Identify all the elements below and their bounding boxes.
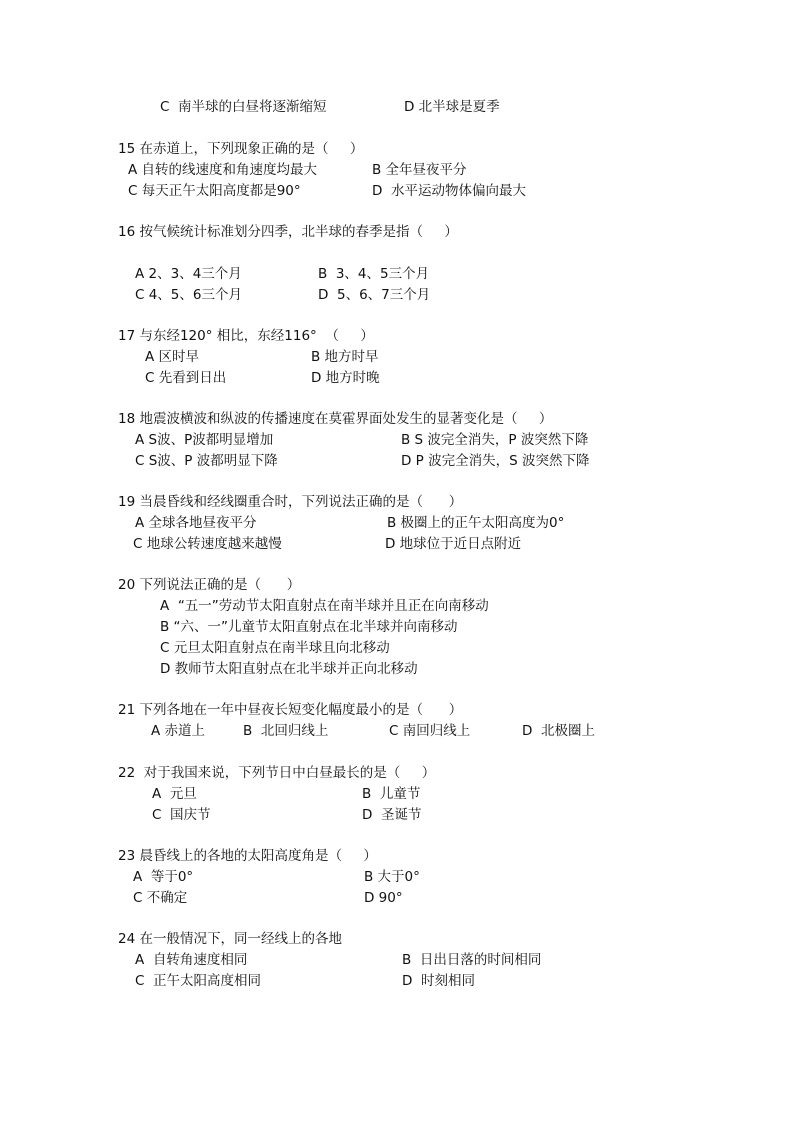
q15-option-b: B 全年昼夜平分 (372, 162, 467, 178)
q24-option-c: C 正午太阳高度相同 (135, 973, 262, 989)
q20-option-a: A “五一”劳动节太阳直射点在南半球并且正在向南移动 (160, 598, 489, 614)
q19-option-b: B 极圈上的正午太阳高度为0° (387, 515, 565, 531)
q24-option-a: A 自转角速度相同 (135, 952, 248, 968)
q20-stem: 20 下列说法正确的是（ ） (118, 577, 301, 593)
q17-stem: 17 与东经120° 相比，东经116° （ ） (118, 328, 374, 344)
q24-stem: 24 在一般情况下，同一经线上的各地 (118, 931, 342, 947)
q17-option-c: C 先看到日出 (145, 370, 227, 386)
q16-option-b: B 3、4、5三个月 (318, 266, 430, 282)
q17-option-d: D 地方时晚 (311, 370, 380, 386)
q17-option-b: B 地方时早 (311, 349, 379, 365)
q20-option-b: B “六、一”儿童节太阳直射点在北半球并向南移动 (160, 619, 458, 635)
q19-option-d: D 地球位于近日点附近 (385, 536, 522, 552)
q21-stem: 21 下列各地在一年中昼夜长短变化幅度最小的是（ ） (118, 702, 463, 718)
q16-option-d: D 5、6、7三个月 (318, 287, 431, 303)
q23-stem: 23 晨昏线上的各地的太阳高度角是（ ） (118, 848, 377, 864)
q16-option-c: C 4、5、6三个月 (135, 287, 242, 303)
q24-option-b: B 日出日落的时间相同 (402, 952, 542, 968)
q15-option-c: C 每天正午太阳高度都是90° (128, 183, 301, 199)
q21-option-c: C 南回归线上 (389, 723, 471, 739)
q23-option-a: A 等于0° (133, 869, 194, 885)
q20-option-c: C 元旦太阳直射点在南半球且向北移动 (160, 640, 390, 656)
q23-option-d: D 90° (364, 890, 403, 906)
q20-option-d: D 教师节太阳直射点在北半球并正向北移动 (160, 661, 418, 677)
q21-option-d: D 北极圈上 (522, 723, 595, 739)
q18-stem: 18 地震波横波和纵波的传播速度在莫霍界面处发生的显著变化是（ ） (118, 411, 553, 427)
q19-option-a: A 全球各地昼夜平分 (135, 515, 257, 531)
q21-option-b: B 北回归线上 (243, 723, 329, 739)
q16-stem: 16 按气候统计标准划分四季，北半球的春季是指（ ） (118, 224, 458, 240)
q15-option-d: D 水平运动物体偏向最大 (372, 183, 526, 199)
q22-option-c: C 国庆节 (152, 807, 211, 823)
q24-option-d: D 时刻相同 (402, 973, 475, 989)
q16-option-a: A 2、3、4三个月 (135, 266, 242, 282)
q15-option-a: A 自转的线速度和角速度均最大 (128, 162, 318, 178)
q14-option-d: D 北半球是夏季 (404, 99, 500, 115)
q22-option-b: B 儿童节 (362, 786, 421, 802)
q17-option-a: A 区时早 (145, 349, 200, 365)
q15-stem: 15 在赤道上，下列现象正确的是（ ） (118, 141, 364, 157)
q23-option-c: C 不确定 (133, 890, 188, 906)
q22-stem: 22 对于我国来说，下列节日中白昼最长的是（ ） (118, 765, 436, 781)
q22-option-a: A 元旦 (152, 786, 197, 802)
q19-stem: 19 当晨昏线和经线圈重合时，下列说法正确的是（ ） (118, 494, 463, 510)
q14-option-c: C 南半球的白昼将逐渐缩短 (160, 99, 327, 115)
q18-option-d: D P 波完全消失，S 波突然下降 (401, 453, 590, 469)
q18-option-b: B S 波完全消失，P 波突然下降 (401, 432, 589, 448)
q19-option-c: C 地球公转速度越来越慢 (133, 536, 282, 552)
q18-option-c: C S波、P 波都明显下降 (135, 453, 278, 469)
q21-option-a: A 赤道上 (151, 723, 206, 739)
q23-option-b: B 大于0° (364, 869, 420, 885)
q18-option-a: A S波、P波都明显增加 (135, 432, 274, 448)
q22-option-d: D 圣诞节 (362, 807, 422, 823)
